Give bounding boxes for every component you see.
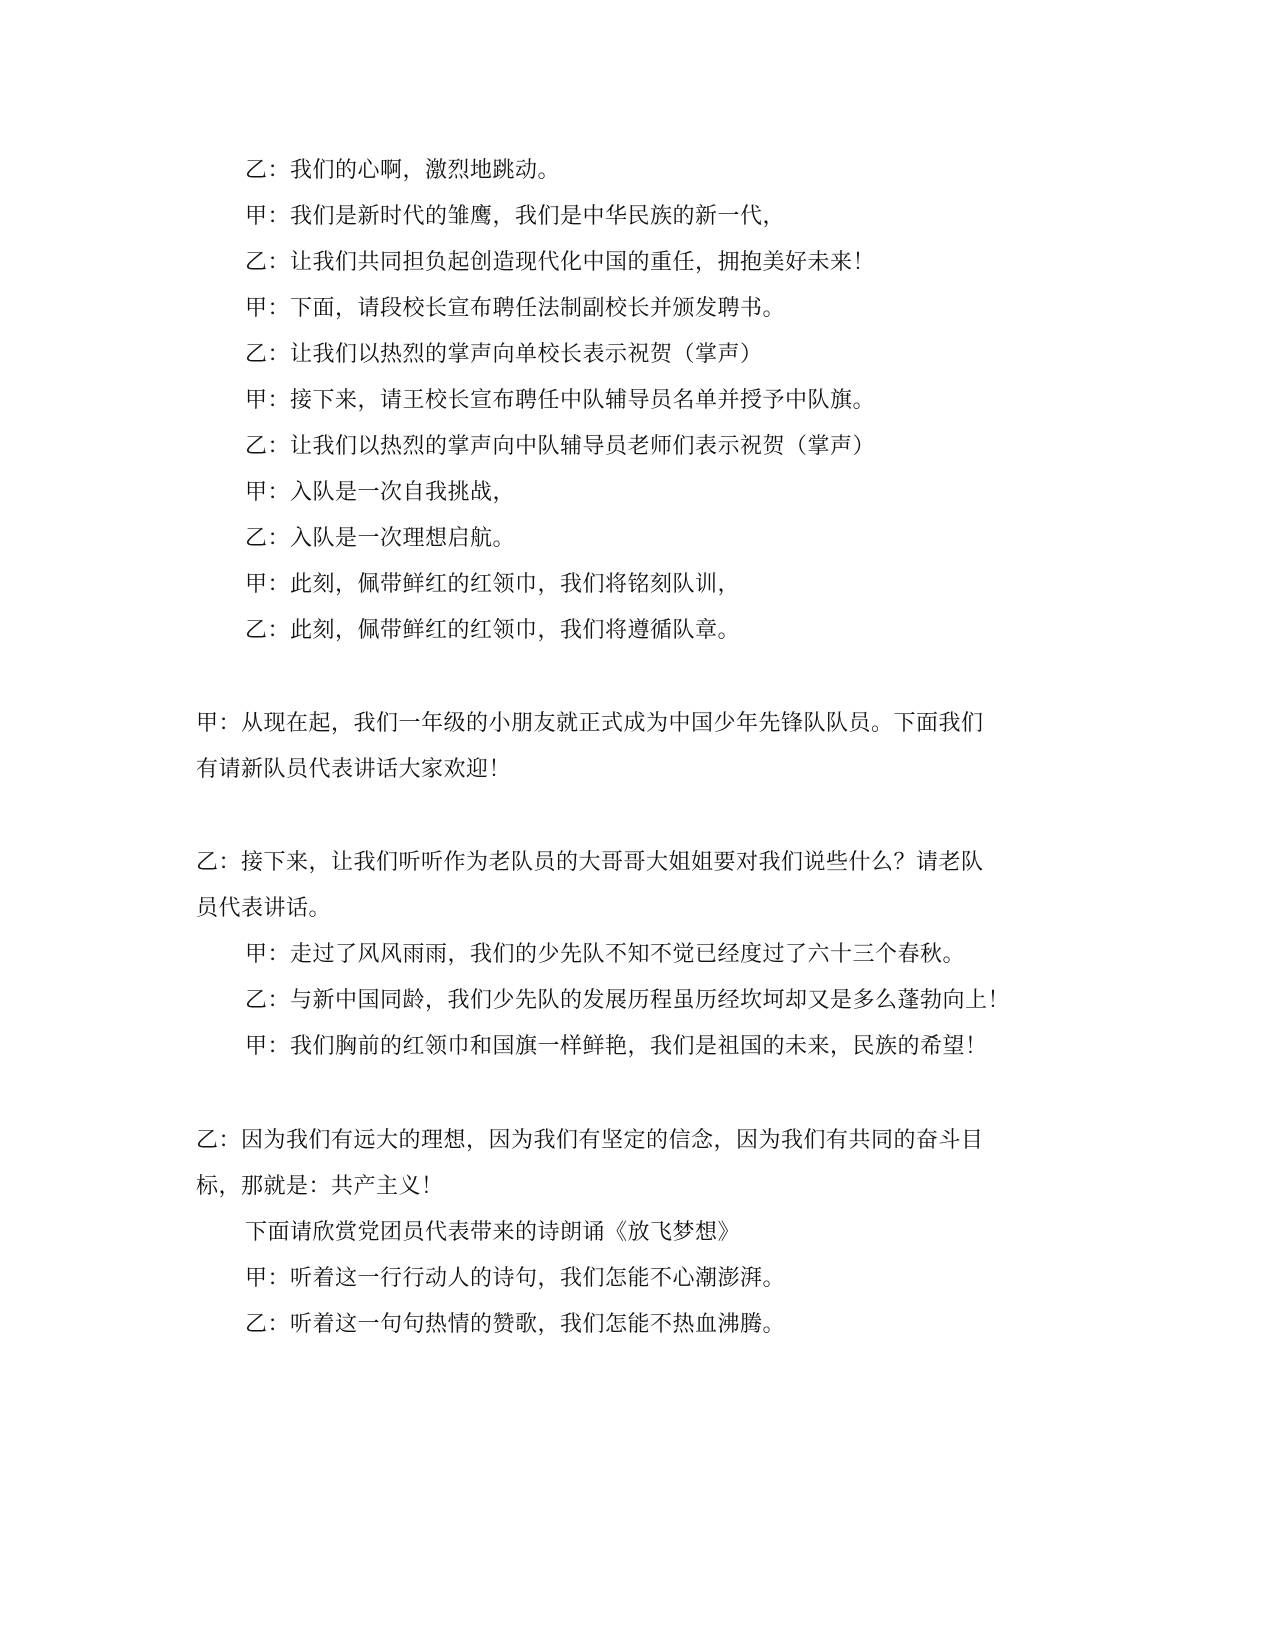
dialogue-line-continued: 标，那就是：共产主义！ — [196, 1174, 444, 1199]
dialogue-line-continued: 有请新队员代表讲话大家欢迎！ — [196, 757, 512, 782]
dialogue-line: 甲：下面，请段校长宣布聘任法制副校长并颁发聘书。 — [245, 296, 786, 321]
dialogue-line: 甲：听着这一行行动人的诗句，我们怎能不心潮澎湃。 — [245, 1266, 786, 1291]
dialogue-line: 乙：听着这一句句热情的赞歌，我们怎能不热血沸腾。 — [245, 1312, 786, 1337]
dialogue-line: 乙：让我们以热烈的掌声向中队辅导员老师们表示祝贺（掌声） — [245, 434, 876, 459]
dialogue-line: 甲：接下来，请王校长宣布聘任中队辅导员名单并授予中队旗。 — [245, 388, 876, 413]
dialogue-line: 甲：我们是新时代的雏鹰，我们是中华民族的新一代， — [245, 204, 786, 229]
dialogue-line: 甲：我们胸前的红领巾和国旗一样鲜艳，我们是祖国的未来，民族的希望！ — [245, 1034, 988, 1059]
dialogue-line: 乙：此刻，佩带鲜红的红领巾，我们将遵循队章。 — [245, 618, 741, 643]
dialogue-line: 乙：我们的心啊，激烈地跳动。 — [245, 158, 561, 183]
dialogue-line: 乙：因为我们有远大的理想，因为我们有坚定的信念，因为我们有共同的奋斗目 — [196, 1128, 984, 1153]
dialogue-line: 乙：让我们共同担负起创造现代化中国的重任，拥抱美好未来！ — [245, 250, 876, 275]
dialogue-line-continued: 员代表讲话。 — [196, 896, 332, 921]
dialogue-line: 甲：从现在起，我们一年级的小朋友就正式成为中国少年先锋队队员。下面我们 — [196, 711, 984, 736]
dialogue-line: 甲：此刻，佩带鲜红的红领巾，我们将铭刻队训， — [245, 572, 741, 597]
program-announcement: 下面请欣赏党团员代表带来的诗朗诵《放飞梦想》 — [245, 1220, 741, 1245]
dialogue-line: 甲：走过了风风雨雨，我们的少先队不知不觉已经度过了六十三个春秋。 — [245, 942, 966, 967]
dialogue-line: 乙：让我们以热烈的掌声向单校长表示祝贺（掌声） — [245, 342, 763, 367]
dialogue-line: 乙：入队是一次理想启航。 — [245, 526, 516, 551]
dialogue-line: 乙：与新中国同龄，我们少先队的发展历程虽历经坎坷却又是多么蓬勃向上！ — [245, 988, 1011, 1013]
dialogue-line: 乙：接下来，让我们听听作为老队员的大哥哥大姐姐要对我们说些什么？请老队 — [196, 850, 984, 875]
dialogue-line: 甲：入队是一次自我挑战， — [245, 480, 516, 505]
